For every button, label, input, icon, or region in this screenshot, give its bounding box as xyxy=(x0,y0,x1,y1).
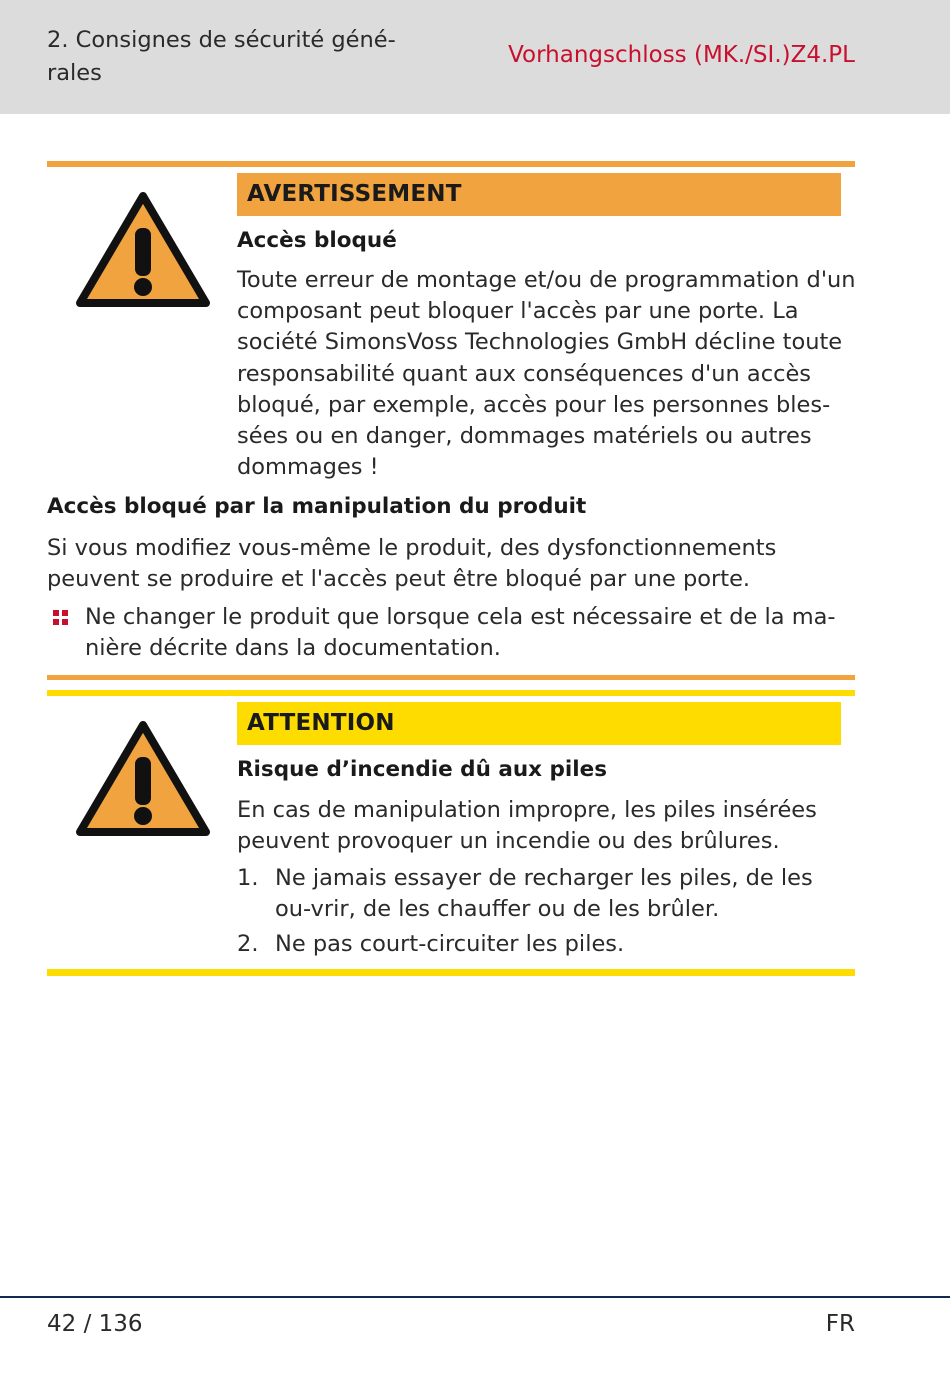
footer-divider xyxy=(0,1296,950,1298)
product-name: Vorhangschloss (MK./SI.)Z4.PL xyxy=(508,42,855,68)
language-code: FR xyxy=(825,1311,855,1337)
warning-triangle-icon xyxy=(75,190,211,310)
caution-label: ATTENTION xyxy=(237,702,841,745)
caution-text: En cas de manipulation impropre, les piles insérées peuvent provoquer un incendie ou des brûlures. xyxy=(237,797,817,855)
page-header xyxy=(0,0,950,114)
step-text: Ne jamais essayer de recharger les piles, de les ou-vrir, de les chauffer ou de les brûler. xyxy=(275,865,813,923)
page-number: 42 / 136 xyxy=(47,1311,143,1337)
warning-top-rule xyxy=(47,161,855,167)
step-number: 1. xyxy=(237,865,259,891)
section-bottom-rule xyxy=(47,675,855,680)
bullet-marker-icon xyxy=(53,610,69,626)
warning-title: Accès bloqué xyxy=(237,228,397,253)
caution-top-rule xyxy=(47,690,855,696)
caution-title: Risque d’incendie dû aux piles xyxy=(237,757,608,782)
caution-bottom-rule xyxy=(47,969,855,976)
step-text: Ne pas court-circuiter les piles. xyxy=(275,931,625,957)
warning-text: Toute erreur de montage et/ou de programmation d'un composant peut bloquer l'accès par une porte. La société SimonsVoss Technologies GmbH décline toute responsabilité quant aux conséquences d'un accès bloqué, par exemple, accès pour les personnes bles-sées ou en danger, dommages matériels ou autres dommages ! xyxy=(237,267,856,481)
section-heading-line2: rales xyxy=(47,60,102,86)
warning-label: AVERTISSEMENT xyxy=(237,173,841,216)
caution-triangle-icon xyxy=(75,719,211,839)
section-heading-line1: 2. Consignes de sécurité géné- xyxy=(47,27,396,53)
section-title: Accès bloqué par la manipulation du produit xyxy=(47,494,587,519)
section-heading xyxy=(47,24,407,90)
step-number: 2. xyxy=(237,931,259,957)
section-text: Si vous modifiez vous-même le produit, des dysfonctionnements peuvent se produire et l'accès peut être bloqué par une porte. xyxy=(47,535,777,593)
section-bullet: Ne changer le produit que lorsque cela est nécessaire et de la ma-nière décrite dans la documentation. xyxy=(85,604,836,662)
